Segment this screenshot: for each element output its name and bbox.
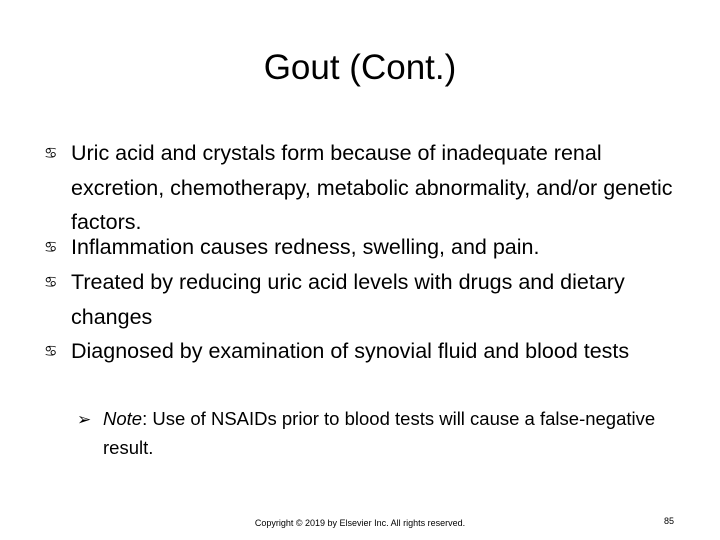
arrowhead-icon: ➢ <box>77 410 92 429</box>
slide-title: Gout (Cont.) <box>263 48 457 87</box>
bullet-item <box>44 334 684 369</box>
crab-icon: ♋︎ <box>44 239 58 256</box>
bullet-item <box>44 230 684 265</box>
bullet-text: Diagnosed by examination of synovial fluid and blood tests <box>71 339 630 363</box>
bullet-item <box>44 136 684 240</box>
bullet-text: Treated by reducing uric acid levels with drugs and dietary changes <box>71 270 625 329</box>
crab-icon: ♋︎ <box>44 145 58 162</box>
crab-icon: ♋︎ <box>44 343 58 360</box>
crab-icon: ♋︎ <box>44 274 58 291</box>
note-label: Note <box>103 408 143 429</box>
bullet-item <box>44 265 684 334</box>
bullet-text: Inflammation causes redness, swelling, and pain. <box>71 235 540 259</box>
note-text: : Use of NSAIDs prior to blood tests will cause a false-negative result. <box>103 408 656 458</box>
page-number: 85 <box>664 516 675 526</box>
sub-bullet-item <box>77 404 677 462</box>
sub-bullet-text <box>103 404 677 462</box>
copyright-footer: Copyright © 2019 by Elsevier Inc. All rights reserved. <box>254 518 466 528</box>
bullet-text: Uric acid and crystals form because of inadequate renal excretion, chemotherapy, metabolic abnormality, and/or genetic factors. <box>71 141 673 234</box>
